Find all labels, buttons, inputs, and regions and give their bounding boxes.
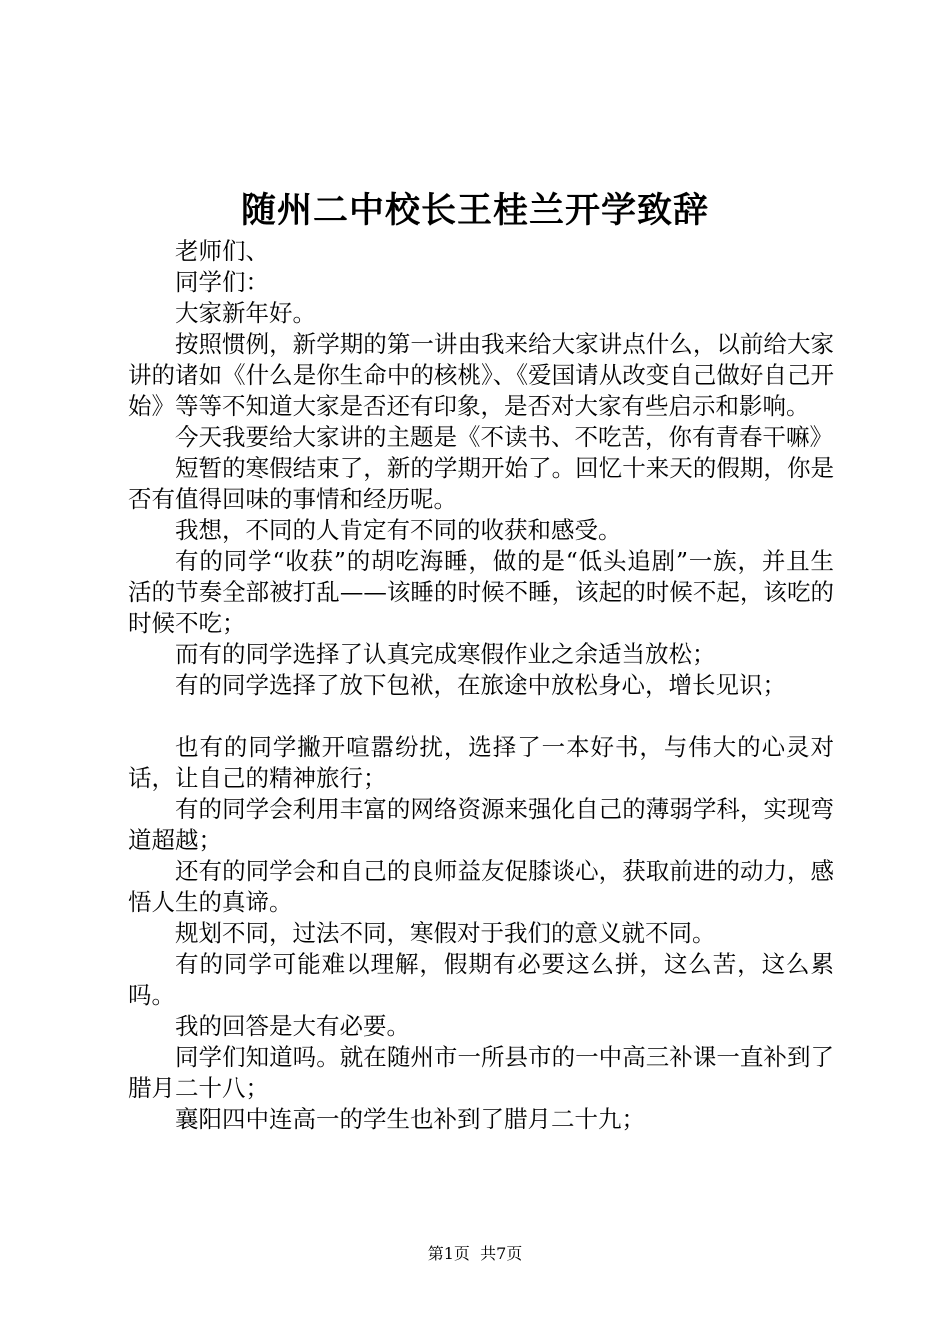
paragraph: 我想，不同的人肯定有不同的收获和感受。 (175, 516, 622, 544)
document-body (128, 236, 834, 1135)
paragraph: 有的同学会利用丰富的网络资源来强化自己的薄弱学科，实现弯道超越； (128, 795, 834, 854)
paragraph: 按照惯例，新学期的第一讲由我来给大家讲点什么，以前给大家讲的诸如《什么是你生命中的核桃》、《爱国请从改变自己做好自己开始》等等不知道大家是否还有印象，是否对大家有些启示和影响。 (128, 330, 834, 420)
paragraph: 规划不同，过法不同，寒假对于我们的意义就不同。 (175, 919, 716, 947)
blank-paragraph (128, 701, 834, 732)
paragraph: 我的回答是大有必要。 (175, 1012, 410, 1040)
paragraph: 有的同学“收获”的胡吃海睡，做的是“低头追剧”一族，并且生活的节奏全部被打乱——该睡的时候不睡，该起的时候不起，该吃的时候不吃； (128, 547, 834, 637)
paragraph: 有的同学可能难以理解，假期有必要这么拼，这么苦，这么累吗。 (128, 950, 834, 1009)
paragraph: 也有的同学撇开喧嚣纷扰，选择了一本好书，与伟大的心灵对话，让自己的精神旅行； (128, 733, 834, 792)
paragraph: 襄阳四中连高一的学生也补到了腊月二十九； (175, 1105, 645, 1133)
paragraph: 大家新年好。 (175, 299, 316, 327)
page-total: 共7页 (480, 1244, 523, 1263)
paragraph: 而有的同学选择了认真完成寒假作业之余适当放松； (175, 640, 716, 668)
paragraph: 短暂的寒假结束了，新的学期开始了。回忆十来天的假期，你是否有值得回味的事情和经历呢。 (128, 454, 834, 513)
paragraph: 同学们： (175, 268, 269, 296)
paragraph: 有的同学选择了放下包袱，在旅途中放松身心，增长见识； (175, 671, 786, 699)
page-footer (0, 1243, 950, 1265)
paragraph: 老师们、 (175, 237, 269, 265)
paragraph: 同学们知道吗。就在随州市一所县市的一中高三补课一直补到了腊月二十八； (128, 1043, 834, 1102)
paragraph: 还有的同学会和自己的良师益友促膝谈心，获取前进的动力，感悟人生的真谛。 (128, 857, 834, 916)
paragraph: 今天我要给大家讲的主题是《不读书、不吃苦，你有青春干嘛》 (175, 423, 833, 451)
page-number: 第1页 (427, 1244, 470, 1263)
document-title: 随州二中校长王桂兰开学致辞 (240, 190, 709, 231)
